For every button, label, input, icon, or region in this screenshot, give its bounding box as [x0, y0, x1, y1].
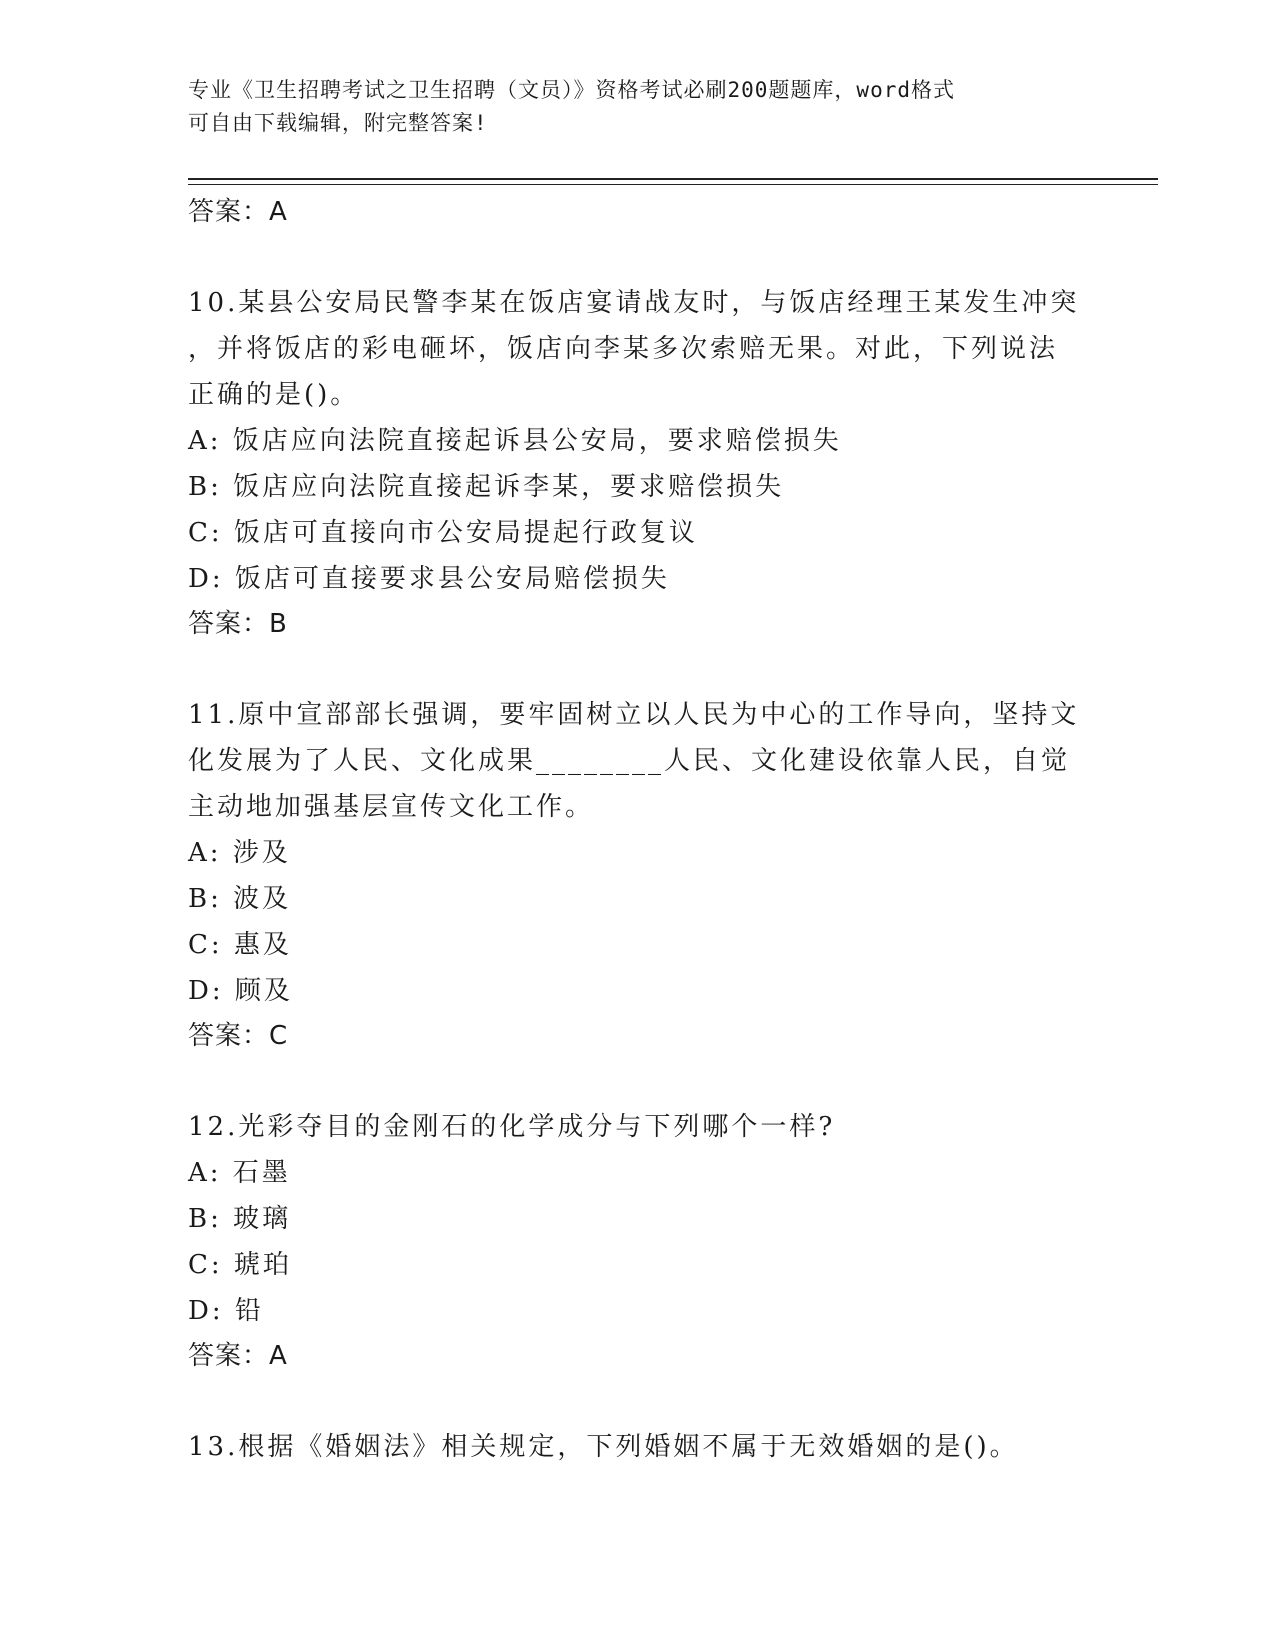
option-b: B: 玻璃: [188, 1204, 292, 1234]
option-c: C: 惠及: [188, 930, 292, 960]
header-divider-thin: [188, 184, 1158, 185]
header-line-2: 可自由下载编辑，附完整答案!: [188, 111, 488, 135]
question-stem-line: 13.根据《婚姻法》相关规定，下列婚姻不属于无效婚姻的是()。: [188, 1432, 1019, 1462]
question-stem-line: 主动地加强基层宣传文化工作。: [188, 792, 595, 822]
option-d: D: 饭店可直接要求县公安局赔偿损失: [188, 564, 670, 594]
previous-answer: 答案：A: [188, 197, 288, 227]
question-block: [188, 692, 1088, 1058]
question-stem-line: 12.光彩夺目的金刚石的化学成分与下列哪个一样?: [188, 1112, 836, 1142]
document-header: [188, 74, 1088, 140]
question-stem-line: ，并将饭店的彩电砸坏，饭店向李某多次索赔无果。对此，下列说法: [188, 334, 1059, 364]
header-divider-thick: [188, 178, 1158, 180]
option-b: B: 饭店应向法院直接起诉李某，要求赔偿损失: [188, 472, 785, 502]
spacer: [188, 234, 1088, 280]
option-d: D: 铅: [188, 1296, 264, 1326]
question-stem-line: 化发展为了人民、文化成果________人民、文化建设依靠人民，自觉: [188, 746, 1071, 776]
answer-line: 答案：A: [188, 1341, 288, 1371]
question-block: [188, 1424, 1088, 1470]
spacer: [188, 646, 1088, 692]
answer-line: 答案：C: [188, 1021, 289, 1051]
question-stem-line: 11.原中宣部部长强调，要牢固树立以人民为中心的工作导向，坚持文: [188, 700, 1080, 730]
question-block: [188, 1104, 1088, 1378]
question-list: [188, 190, 1088, 1470]
option-d: D: 顾及: [188, 976, 293, 1006]
header-line-1: 专业《卫生招聘考试之卫生招聘（文员）》资格考试必刷200题题库，word格式: [188, 78, 955, 102]
option-c: C: 饭店可直接向市公安局提起行政复议: [188, 518, 698, 548]
question-stem-line: 10.某县公安局民警李某在饭店宴请战友时，与饭店经理王某发生冲突: [188, 288, 1080, 318]
option-b: B: 波及: [188, 884, 292, 914]
question-stem-line: 正确的是()。: [188, 380, 360, 410]
question-block: [188, 280, 1088, 646]
option-c: C: 琥珀: [188, 1250, 292, 1280]
answer-line: 答案：B: [188, 609, 288, 639]
spacer: [188, 1378, 1088, 1424]
option-a: A: 饭店应向法院直接起诉县公安局，要求赔偿损失: [188, 426, 842, 456]
option-a: A: 涉及: [188, 838, 291, 868]
spacer: [188, 1058, 1088, 1104]
option-a: A: 石墨: [188, 1158, 291, 1188]
